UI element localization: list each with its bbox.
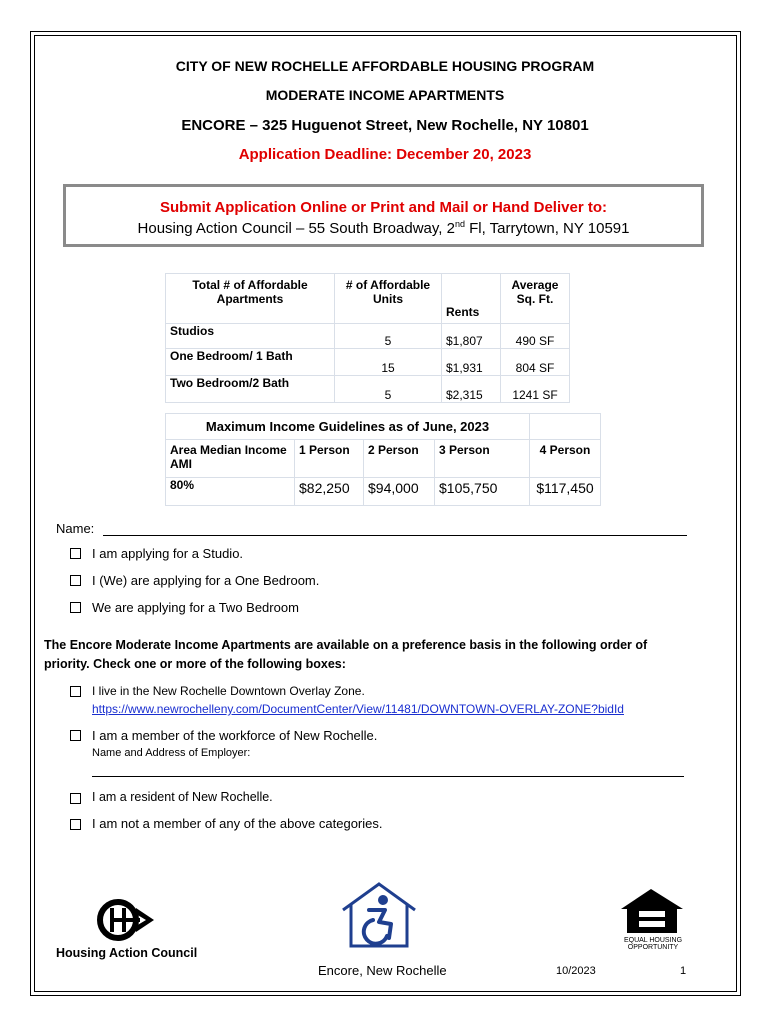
- program-title: CITY OF NEW ROCHELLE AFFORDABLE HOUSING PROGRAM: [175, 58, 595, 74]
- page-number: 1: [680, 965, 687, 977]
- employer-field[interactable]: [92, 776, 684, 777]
- property-address: ENCORE – 325 Huguenot Street, New Rochelle, NY 10801: [181, 117, 589, 134]
- resident-label: I am a resident of New Rochelle.: [92, 790, 273, 804]
- none-label: I am not a member of any of the above categories.: [92, 816, 383, 831]
- submit-title: Submit Application Online or Print and Mail or Hand Deliver to:: [160, 199, 607, 216]
- income-header-ami: Area Median Income AMI: [166, 440, 295, 478]
- two-bedroom-option-label: We are applying for a Two Bedroom: [92, 600, 299, 615]
- eho-text-2: OPPORTUNITY: [627, 944, 679, 951]
- units-col-header-rent: Rents: [442, 274, 501, 324]
- one-bedroom-checkbox[interactable]: [70, 575, 81, 586]
- submit-address: Housing Action Council – 55 South Broadway, 2nd Fl, Tarrytown, NY 10591: [137, 219, 630, 237]
- studio-checkbox[interactable]: [70, 548, 81, 559]
- equal-housing-opportunity-logo: [617, 885, 689, 955]
- table-row: 80% $82,250 $94,000 $105,750 $117,450: [166, 478, 601, 506]
- footer-date: 10/2023: [556, 965, 596, 977]
- program-subtitle: MODERATE INCOME APARTMENTS: [265, 87, 505, 103]
- overlay-zone-label: I live in the New Rochelle Downtown Overlay Zone.: [92, 684, 365, 698]
- name-field[interactable]: [103, 535, 687, 536]
- units-col-header-type: Total # of Affordable Apartments: [166, 274, 335, 324]
- income-header-2p: 2 Person: [364, 440, 435, 478]
- income-header-1p: 1 Person: [295, 440, 364, 478]
- accessible-housing-icon: [339, 880, 419, 950]
- income-table-title: Maximum Income Guidelines as of June, 2023: [166, 414, 530, 440]
- workforce-checkbox[interactable]: [70, 730, 81, 741]
- table-row: Studios 5 $1,807 490 SF: [166, 324, 570, 349]
- studio-option-label: I am applying for a Studio.: [92, 546, 244, 561]
- hac-label: Housing Action Council: [56, 946, 198, 960]
- footer-center: Encore, New Rochelle: [318, 963, 447, 978]
- eho-text-1: EQUAL HOUSING: [623, 937, 683, 944]
- units-col-header-sqft: Average Sq. Ft.: [501, 274, 570, 324]
- preference-intro-line2: priority. Check one or more of the following boxes:: [44, 657, 346, 671]
- application-deadline: Application Deadline: December 20, 2023: [238, 146, 532, 163]
- workforce-label: I am a member of the workforce of New Rochelle.: [92, 728, 378, 743]
- two-bedroom-checkbox[interactable]: [70, 602, 81, 613]
- income-header-4p: 4 Person: [530, 440, 601, 478]
- table-row: Two Bedroom/2 Bath 5 $2,315 1241 SF: [166, 376, 570, 403]
- resident-checkbox[interactable]: [70, 793, 81, 804]
- income-table: [165, 413, 601, 506]
- employer-label: Name and Address of Employer:: [92, 747, 251, 759]
- income-header-3p: 3 Person: [435, 440, 530, 478]
- none-checkbox[interactable]: [70, 819, 81, 830]
- housing-action-council-logo: [96, 898, 168, 942]
- submit-instructions-box: [63, 184, 704, 247]
- overlay-zone-link[interactable]: https://www.newrochelleny.com/DocumentCenter/View/11481/DOWNTOWN-OVERLAY-ZONE?bidId: [92, 702, 624, 716]
- table-row: One Bedroom/ 1 Bath 15 $1,931 804 SF: [166, 349, 570, 376]
- page-border-inner: [34, 35, 737, 992]
- overlay-zone-checkbox[interactable]: [70, 686, 81, 697]
- units-col-header-count: # of Affordable Units: [335, 274, 442, 324]
- units-table: [165, 273, 570, 403]
- preference-intro-line1: The Encore Moderate Income Apartments are available on a preference basis in the following order of: [44, 638, 648, 652]
- one-bedroom-option-label: I (We) are applying for a One Bedroom.: [92, 573, 320, 588]
- name-label: Name:: [56, 521, 95, 536]
